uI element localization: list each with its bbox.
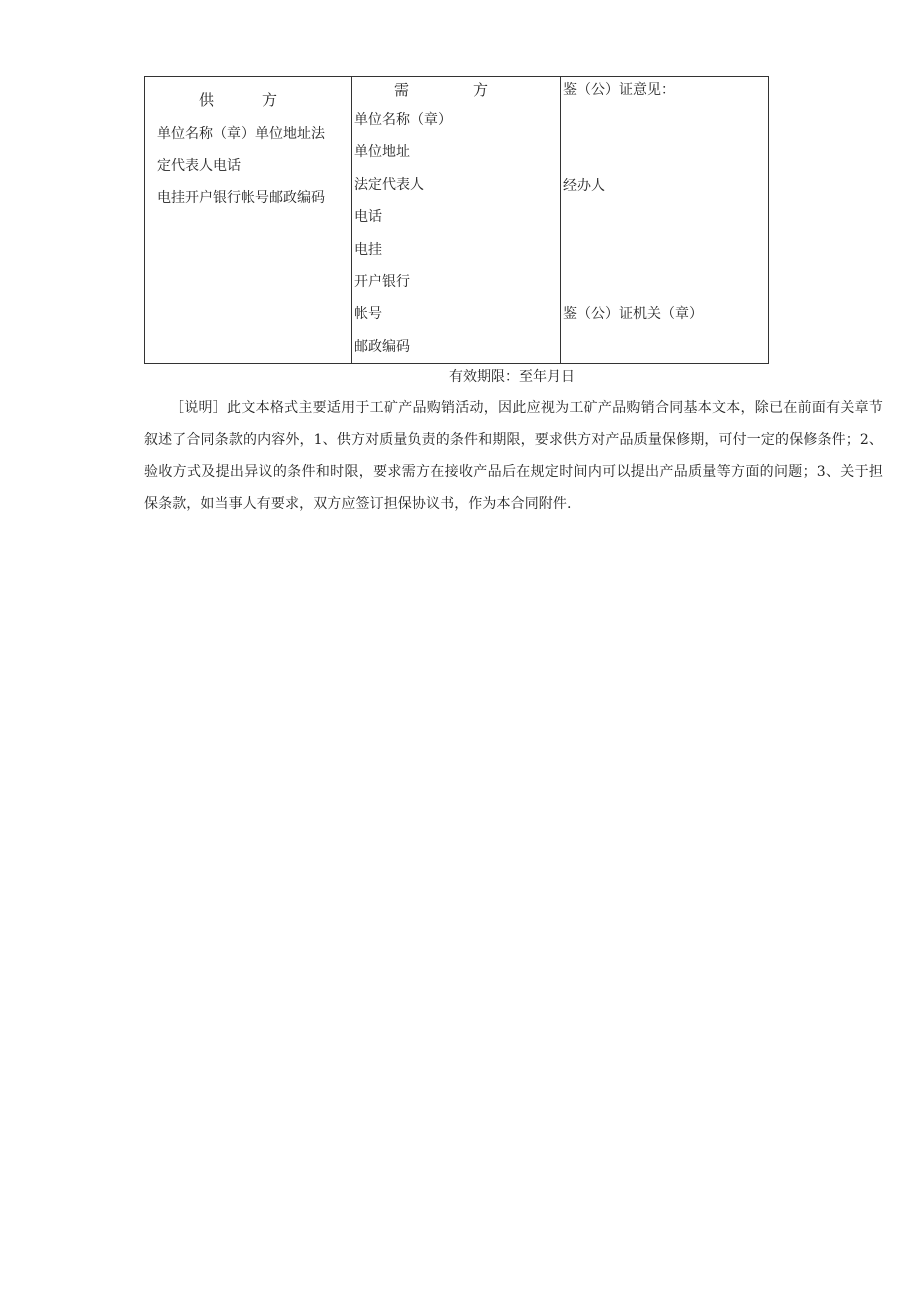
buyer-field-postcode: 邮政编码 bbox=[354, 338, 410, 355]
buyer-field-telegraph: 电挂 bbox=[354, 241, 382, 258]
notary-handler-label: 经办人 bbox=[563, 178, 605, 194]
buyer-field-company: 单位名称（章） bbox=[354, 112, 452, 128]
supplier-field-line: 定代表人电话 bbox=[157, 158, 241, 174]
supplier-heading-right: 方 bbox=[261, 91, 277, 109]
buyer-heading-right: 方 bbox=[472, 81, 488, 99]
buyer-field-address: 单位地址 bbox=[354, 144, 410, 161]
supplier-field-line: 单位名称（章）单位地址法 bbox=[157, 126, 325, 142]
buyer-heading bbox=[394, 79, 488, 100]
notary-opinion-label: 鉴（公）证意见： bbox=[563, 82, 675, 98]
explanatory-note: ［说明］此文本格式主要适用于工矿产品购销活动，因此应视为工矿产品购销合同基本文本，除已在前面有关章节叙述了合同条款的内容外，1、供方对质量负责的条件和期限，要求供方对产品质量保修期，可付一定的保修条件；2、验收方式及提出异议的条件和时限，要求需方在接收产品后在规定时间内可以提出产品质量等方面的问题；3、关于担保条款，如当事人有要求，双方应签订担保协议书，作为本合同附件. bbox=[144, 400, 883, 512]
buyer-field-phone: 电话 bbox=[354, 209, 382, 226]
validity-period: 有效期限：至年月日 bbox=[449, 369, 575, 385]
supplier-fields bbox=[157, 118, 349, 214]
buyer-field-representative: 法定代表人 bbox=[354, 176, 424, 193]
table-row bbox=[145, 77, 769, 364]
buyer-heading-left: 需 bbox=[394, 81, 410, 99]
buyer-cell bbox=[352, 77, 561, 364]
supplier-field-line: 电挂开户银行帐号邮政编码 bbox=[157, 190, 325, 206]
supplier-heading-left: 供 bbox=[199, 91, 215, 109]
supplier-cell bbox=[145, 77, 352, 364]
notary-office-label: 鉴（公）证机关（章） bbox=[563, 306, 703, 322]
buyer-field-bank: 开户银行 bbox=[354, 273, 410, 290]
buyer-field-account: 帐号 bbox=[354, 306, 382, 323]
buyer-fields bbox=[354, 104, 554, 363]
supplier-heading bbox=[199, 89, 277, 110]
notary-cell bbox=[561, 77, 769, 364]
contract-signature-table bbox=[144, 76, 769, 364]
